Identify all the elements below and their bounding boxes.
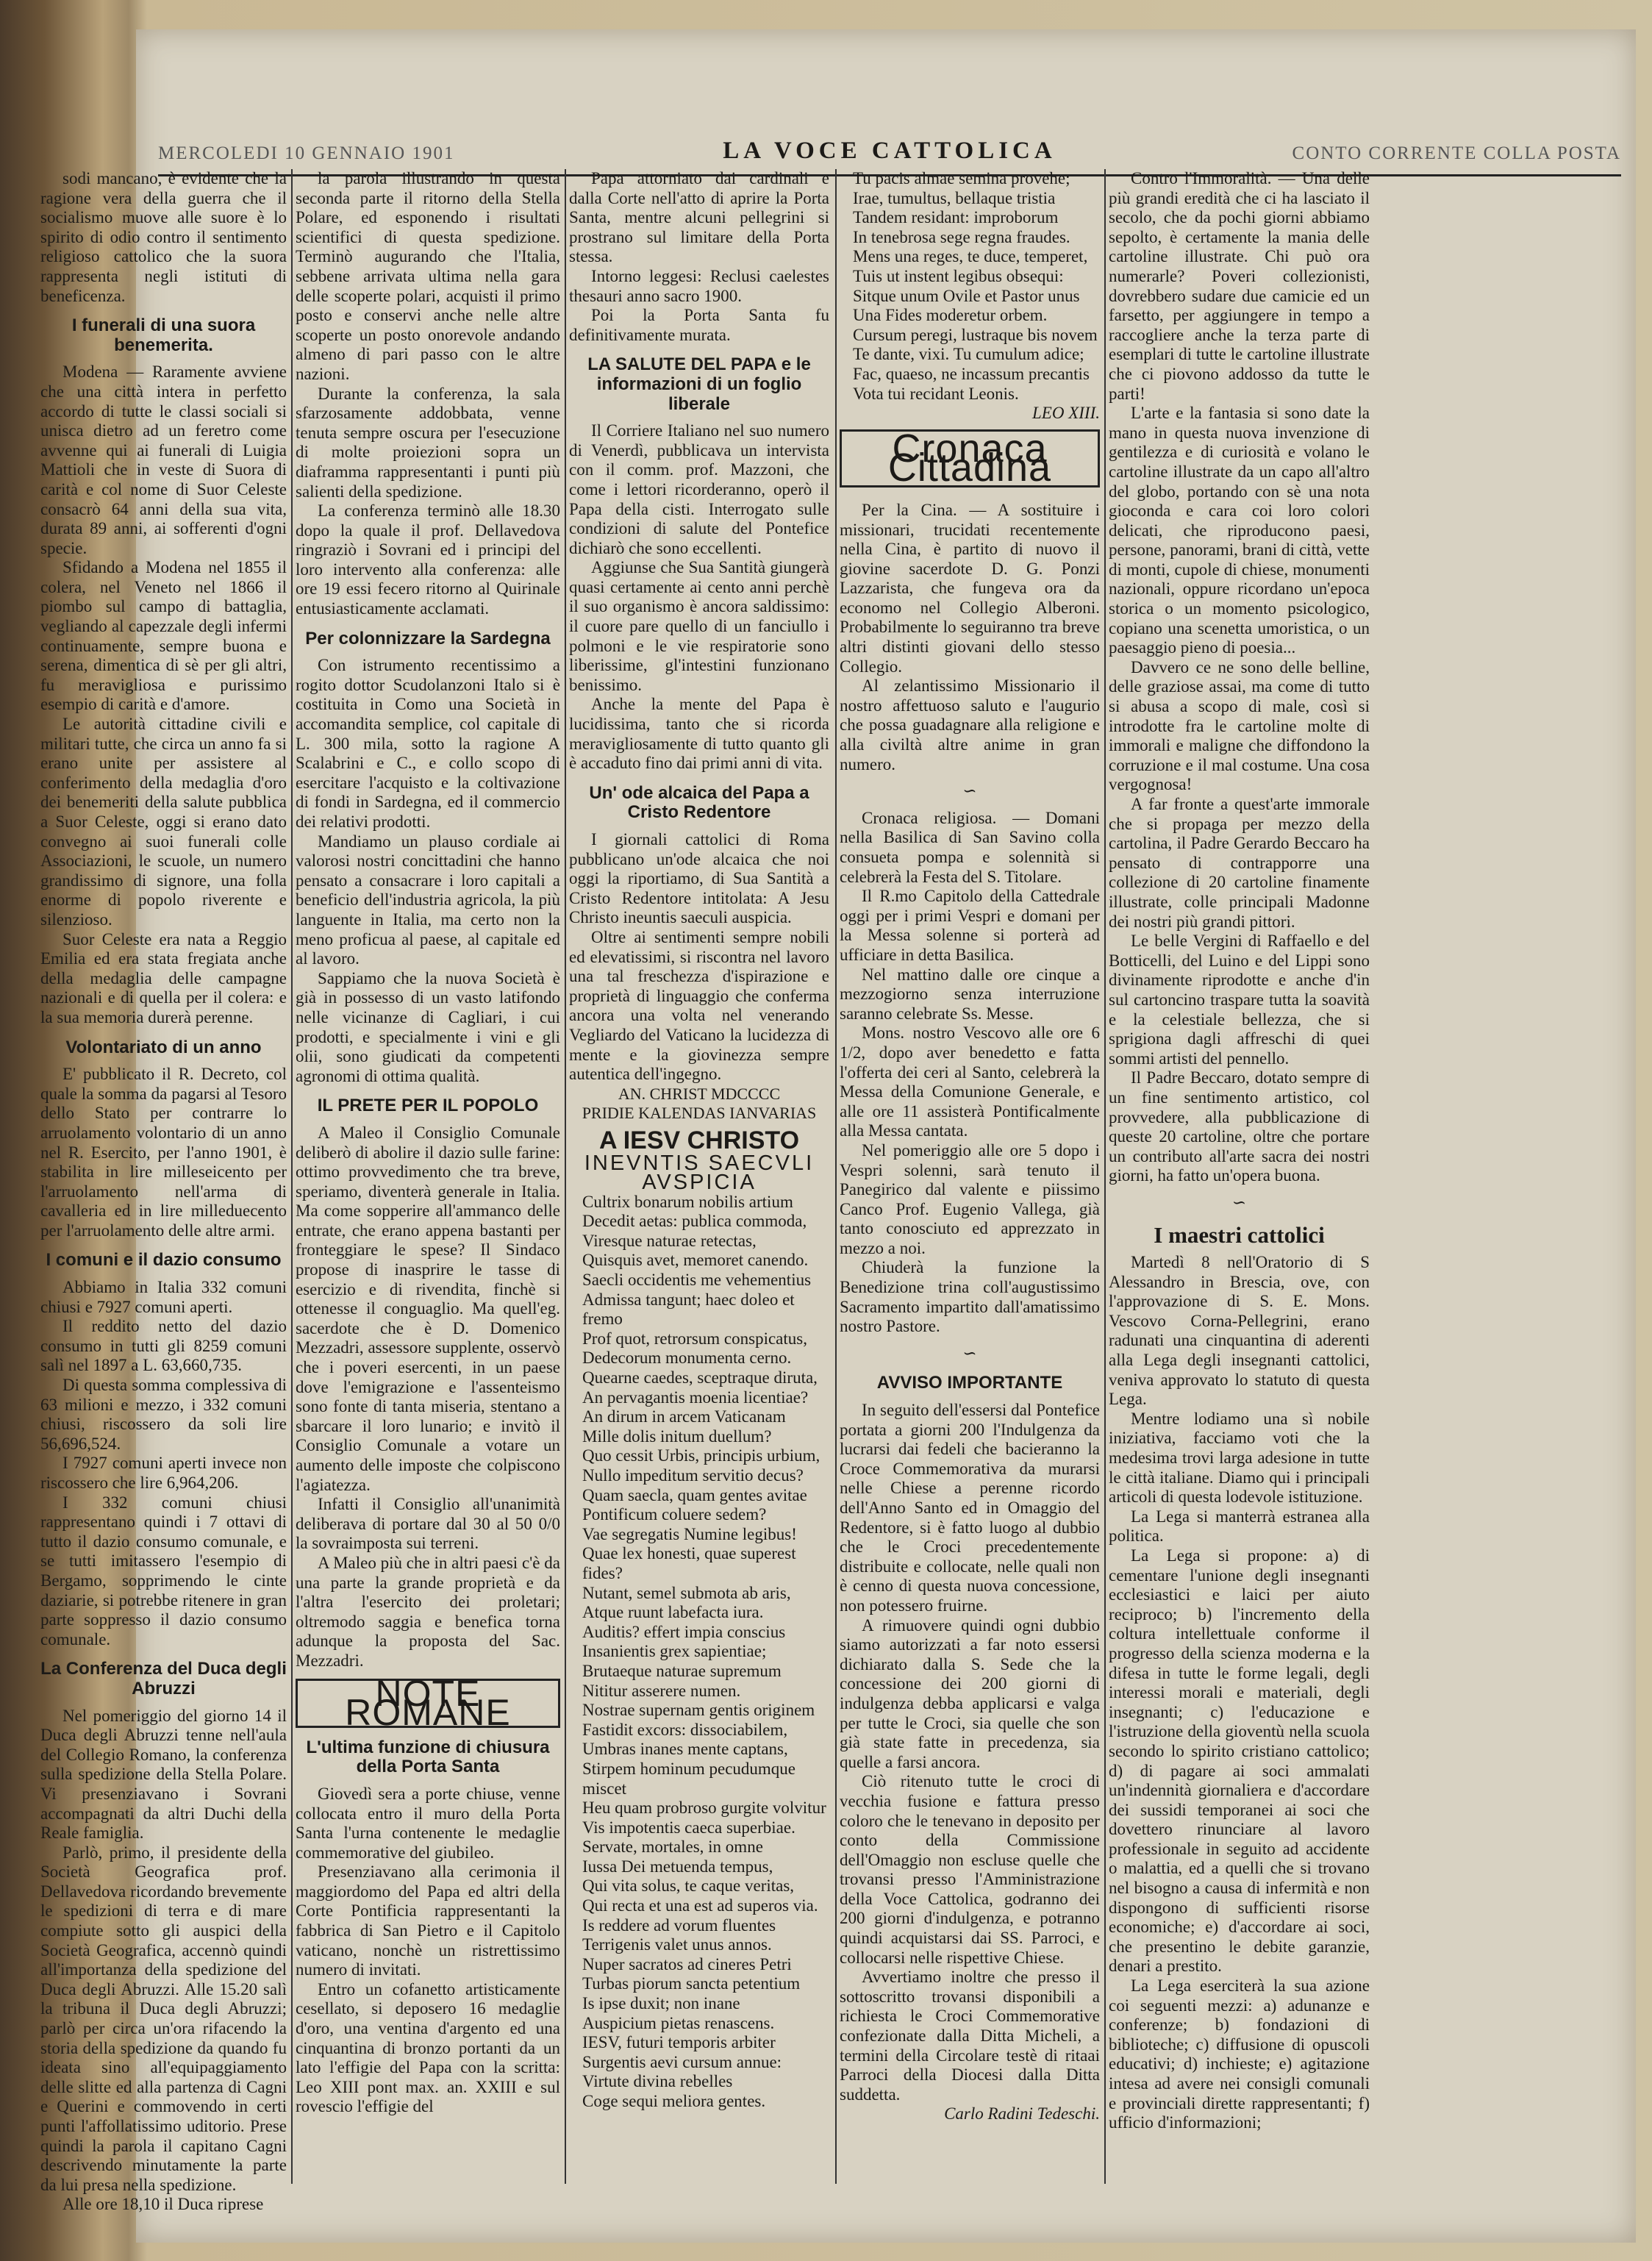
verse-line: Vota tui recidant Leonis. [853,384,1019,403]
masthead-right-note: CONTO CORRENTE COLLA POSTA [1292,143,1621,163]
section-heading: La Conferenza del Duca degli Abruzzi [40,1659,287,1699]
paragraph: Con istrumento recentissimo a rogito dottor Scudolanzoni Italo si è costituita in Como una Società in accomandita semplice, col capitale di L. 300 mila, sotto la ragione A Scalabrini e C., e collo scopo di esercitare l'acquisto e la coltivazione di fondi in Sardegna, ed il commercio dei relativi prodotti. [296,656,560,831]
paragraph: I 332 comuni chiusi rappresentano quindi i 7 ottavi di tutto il dazio consumo comunale, e se tutti imitassero l'esempio di Bergamo, sopprimendo le cinte daziarie, si potrebbe ritenere in gran parte soppresso il dazio consumo comunale. [40,1493,287,1649]
paragraph: Le autorità cittadine civili e militari tutte, che circa un anno fa si erano unite per assistere al conferimento della medaglia d'oro dei benemeriti della salute pubblica a Suor Celeste, oggi si erano dato convegno ai suoi funerali colle Associazioni, le scuole, un numero grandissimo di signore, una folla enorme di popolo riverente e silenzioso. [40,715,287,929]
verse-line: Virtute divina rebelles [582,2072,733,2091]
paragraph: Mons. nostro Vescovo alle ore 6 1/2, dopo aver benedetto e fatta l'offerta dei ceri al Santo, celebrerà la Messa della Comunione Generale, e alle ore 11 assisterà Pontificalmente alla Messa cantata. [840,1024,1100,1140]
verse-line: Quae lex honesti, quae superest fides? [582,1544,796,1582]
paragraph: Martedì 8 nell'Oratorio di S Alessandro in Brescia, ove, con l'approvazione di S. E. Mons. Vescovo Corna-Pellegrini, erano radunati una cinquantina di aderenti alla Lega degli insegnanti cattolici, veniva approvato lo statuto di questa Lega. [1109,1253,1370,1409]
paragraph: Ciò ritenuto tutte le croci di vecchia fusione e fattura presso coloro che le tenevano in deposito per conto della Commissione dell'Omaggio non escluse quelle che trovansi presso l'Amministrazione della Voce Cattolica, godranno dei 200 giorni d'indulgenza, e potranno quindi acquistarsi dai SS. Parroci, e collocarsi nelle rispettive Chiese. [840,1772,1100,1967]
paragraph: Per la Cina. — A sostituire i missionari, trucidati recentemente nella Cina, è partito di nuovo il giovine sacerdote D. G. Ponzi Lazzarista, che fungeva ora da economo nel Collegio Alberoni. Probabilmente lo seguiranno tra breve altri distinti giovani dello stesso Collegio. [840,500,1100,676]
verse-line: Atque ruunt labefacta iura. [582,1603,764,1622]
ode-subtitle: AVSPICIA [642,1171,757,1195]
paragraph: Al zelantissimo Missionario il nostro affettuoso saluto e l'augurio che possa guadagnare alla religione e alla civiltà altre anime in gran numero. [840,676,1100,774]
verse-line: Viresque naturae retectas, [582,1231,757,1250]
verse-line: Servate, mortales, in omne [582,1837,763,1857]
paragraph: A Maleo il Consiglio Comunale deliberò di abolire il dazio sulle farine: ottimo provvedimento che tra breve, speriamo, diventerà generale in Italia. Ma come sopperire all'ammanco delle entrate, che erano appena bastanti per fronteggiare le spese? Il Sindaco propose di inasprire le tasse di esercizio e di rivendita, finchè si ottenesse il conguaglio. Ma quell'eg. sacerdote che è D. Domenico Mezzadri, assessore supplente, osservò che i poveri esercenti, in un paese dove l'emigrazione e l'assenteismo sono fonte di tanta miseria, stentano a sbarcare il loro lunario; e invitò il Consiglio Comunale a votare un aumento delle imposte che colpiscono l'agiatezza. [296,1123,560,1494]
paragraph: Sappiamo che la nuova Società è già in possesso di un vasto latifondo nelle vicinanze di Cagliari, i cui prodotti, e specialmente i vini e gli olii, sono giudicati da competenti agronomi di ottima qualità. [296,968,560,1085]
paragraph: Il Padre Beccaro, dotato sempre di un fine sentimento artistico, col provvedere, alla pubblicazione di queste 20 cartoline, oltre che portare un contributo all'arte sacra dei nostri giorni, ha fatto un'opera buona. [1109,1068,1370,1185]
paragraph: E' pubblicato il R. Decreto, col quale la somma da pagarsi al Tesoro dello Stato per contrarre lo arruolamento volontario di un anno nel R. Esercito, per l'anno 1901, è stabilita in lire milleseicento per l'arruolamento nell'arma di cavalleria ed in lire milleduecento per l'arruolamento delle altre armi. [40,1065,287,1240]
verse-line: Te dante, vixi. Tu cumulum adice; [853,345,1084,364]
paragraph: Parlò, primo, il presidente della Società Geografica prof. Dellavedova ricordando brevemente le spedizioni di terra e di mare compiute sotto gli auspici della Società Geografica, accennò quindi all'importanza della spedizione del Duca degli Abruzzi. Alle 15.20 salì la tribuna il Duca degli Abruzzi; parlò per circa un'ora rifacendo la storia della spedizione da quando fu ideata sino all'equipaggiamento delle slitte ed alla partenza di Cagni e Querini e commovendo in certi punti l'affollatissimo uditorio. Prese quindi la parola il capitano Cagni descrivendo minutamente la parte da lui presa nella spedizione. [40,1843,287,2194]
paragraph: La Lega eserciterà la sua azione coi seguenti mezzi: a) adunanze e conferenze; b) fondazioni di biblioteche; c) diffusione di opuscoli educativi; d) inchieste; e) agitazione intesa ad avere nei consigli comunali e provinciali dirette rappresentanti; f) ufficio d'informazioni; [1109,1976,1370,2132]
verse-line: Qui vita solus, te caque veritas, [582,1876,795,1896]
paragraph: Avvertiamo inoltre che presso il sottoscritto trovansi disponibili a richiesta le Croci Commemorative confezionate dalla Ditta Micheli, a termini della Circolare testè di ritaai Parroci della Diocesi dalla Ditta suddetta. [840,1968,1100,2104]
paragraph: Il Corriere Italiano nel suo numero di Venerdì, pubblicava un intervista con il comm. prof. Mazzoni, che come i lettori ricorderanno, operò il Papa della cisti. Interrogato sulle condizioni di salute del Pontefice dichiarò che sono eccellenti. [569,421,829,557]
verse-line: Decedit aetas: publica commoda, [582,1212,807,1231]
verse-line: Auspicium pietas renascens. [582,2013,775,2032]
paragraph: sodi mancano, è evidente che la ragione vera della guerra che il socialismo muove alle suore è lo spirito di odio contro il sentimento religioso cattolico che la suora rappresenta negli istituti di beneficenza. [40,169,287,305]
verse-line: Tandem residant: improborum [853,208,1059,227]
verse-line: Brutaeque naturae supremum [582,1661,782,1680]
verse-line: Nullo impeditum servitio decus? [582,1466,804,1485]
paragraph: Mentre lodiamo una sì nobile iniziativa, facciamo voti che la medesima trovi larga adesione in tutte le città italiane. Diamo qui i principali articoli di questa lodevole istituzione. [1109,1409,1370,1507]
ornament: ∽ [962,1343,977,1362]
section-heading: Volontariato di un anno [65,1037,262,1057]
verse-line: Is ipse duxit; non inane [582,1994,740,2013]
ornament: ∽ [1231,1193,1247,1212]
ode-subtitle: INEVNTIS SAECVLI [584,1151,815,1175]
verse-line: Turbas piorum sancta petentium [582,1974,801,1993]
paragraph: Presenziavano alla cerimonia il maggiordomo del Papa ed altri della Corte Pontificia rappresentanti la fabbrica di San Pietro e il Capitolo vaticano, nonchè un ristrettissimo numero di invitati. [296,1862,560,1979]
paragraph: A rimuovere quindi ogni dubbio siamo autorizzati a far noto essersi dichiarato dalla S. Sede che la concessione dei 200 giorni di indulgenza debba applicarsi e valga per tutte le Croci, sia quelle che son già state fatte in precedenza, sia quelle a farsi ancora. [840,1615,1100,1771]
paragraph: Aggiunse che Sua Santità giungerà quasi certamente ai cento anni perchè il suo organismo è ancora saldissimo: il cuore pare quello di un fanciullo i polmoni e le vie respiratorie sono liberissime, gl'intestini funzionano benissimo. [569,558,829,694]
verse-line: Admissa tangunt; haec doleo et fremo [582,1290,795,1329]
verse-line: Quam saecla, quam gentes avitae [582,1485,807,1504]
paragraph: In seguito dell'essersi dal Pontefice portata a giorni 200 l'Indulgenza da lucrarsi dai fedeli che bacieranno la Croce Commemorativa da murarsi nelle Chiese a perenne ricordo dell'Anno Santo ed in Omaggio del Redentore, si è fatto luogo al dubbio che le Croci precedentemente distribuite e collocate, nelle quali non è cenno di questa nuova concessione, non potessero fruirne. [840,1401,1100,1615]
verse-line: Vae segregatis Numine legibus! [582,1524,797,1543]
paragraph: Di questa somma complessiva di 63 milioni e mezzo, i 332 comuni chiusi, riscossero da soli lire 56,696,524. [40,1376,287,1453]
column-4 [840,169,1100,2169]
paragraph: Sfidando a Modena nel 1855 il colera, nel Veneto nel 1866 il piombo sul campo di battaglia, vegliando al capezzale degli infermi continuamente, sempre buona e serena, dimentica di sè per gli altri, fu meravigliosa e purissimo esempio di carità e d'amore. [40,558,287,714]
paragraph: Chiuderà la funzione la Benedizione trina coll'augustissimo Sacramento impartito dall'amatissimo nostro Pastore. [840,1258,1100,1336]
section-heading: Un' ode alcaica del Papa a Cristo Redentore [589,782,809,823]
paragraph: Abbiamo in Italia 332 comuni chiusi e 7927 comuni aperti. [40,1278,287,1316]
paragraph: Il R.mo Capitolo della Cattedrale oggi per i primi Vespri e domani per la Messa solenne si porterà ad ufficiare in detta Basilica. [840,887,1100,964]
paragraph: Davvero ce ne sono delle belline, delle graziose assai, ma come di tutto si abusa a scopo di male, così si introdotte fra le cartoline molte di immorali e maligne che diffondono la corruzione e il mal costume. Una cosa vergognosa! [1109,657,1370,794]
masthead-title: LA VOCE CATTOLICA [723,137,1056,164]
paragraph: Suor Celeste era nata a Reggio Emilia ed era stata fregiata anche della medaglia delle campagne nazionali e di quella per il colera: e la sua memoria durerà perenne. [40,929,287,1026]
paragraph: A far fronte a quest'arte immorale che si propaga per mezzo della cartolina, il Padre Gerardo Beccaro ha pensato di contrapporre una collezione di 20 cartoline finamente illustrate, colle principali Madonne dei nostri più grandi pittori. [1109,795,1370,931]
verse-line: An pervagantis moenia licentiae? [582,1387,809,1407]
ode-title: A IESV CHRISTO [598,1126,800,1154]
paragraph: Anche la mente del Papa è lucidissima, tanto che si ricorda meravigliosamente di tutto quanto gli è accaduto fino dai primi anni di vita. [569,695,829,773]
verse-line: Tu pacis almae semina provehe; [853,169,1070,187]
column-5 [1109,169,1370,2169]
verse-line: In tenebrosa sege regna fraudes. [853,227,1070,246]
column-divider [291,169,293,2184]
paragraph: Giovedì sera a porte chiuse, venne collocata entro il muro della Porta Santa l'urna contenente le medaglie commemorative del giubileo. [296,1784,560,1862]
verse-line: Quearne caedes, sceptraque diruta, [582,1368,818,1387]
verse-line: Saecli occidentis me vehementius [582,1271,812,1290]
verse-line: Umbras inanes mente captans, [582,1740,788,1759]
paragraph: Il reddito netto del dazio consumo in tutti gli 8259 comuni salì nel 1897 a L. 63,660,735. [40,1317,287,1375]
verse-line: Iussa Dei metuenda tempus, [582,1857,773,1876]
verse-line: Prof quot, retrorsum conspicatus, [582,1329,807,1348]
section-heading: IL PRETE PER IL POPOLO [317,1096,539,1116]
column-2 [296,169,560,2169]
verse-line: Terrigenis valet unus annos. [582,1935,772,1954]
section-heading: I comuni e il dazio consumo [46,1250,282,1271]
verse-line: Mens una reges, te duce, temperet, [853,247,1088,266]
paragraph: L'arte e la fantasia si sono date la mano in questa nuova invenzione di gentilezza e di curiosità e volano le cartoline illustrate da un capo all'altro del globo, portando con sè una nota gioconda e cara coi loro colori delicati, che riproducono paesi, persone, panorami, brani di città, vette di monti, cupole di chiese, monumenti nazionali, oppure ricordano un'epoca storica o un momento psicologico, copiano una scenetta umoristica, o un paesaggio pieno di poesia... [1109,404,1370,657]
section-heading: L'ultima funzione di chiusura della Porta Santa [306,1737,550,1777]
section-heading: AVVISO IMPORTANTE [876,1373,1063,1393]
paragraph: Nel pomeriggio del giorno 14 il Duca degli Abruzzi tenne nell'aula del Collegio Romano, la conferenza sulla spedizione della Stella Polare. Vi presenziavano i Sovrani accompagnati da altri Duchi della Reale famiglia. [40,1706,287,1843]
paragraph: I giornali cattolici di Roma pubblicano un'ode alcaica che noi oggi la riportiamo, di Sua Santità a Cristo Redentore intitolata: A Jesu Christo ineuntis saeculi auspicia. [569,830,829,927]
paragraph: Papa attorniato dai cardinali e dalla Corte nell'atto di aprire la Porta Santa, mentre alcuni pellegrini si prostrano sul limitare della Porta stessa. [569,169,829,266]
verse-line: Vis impotentis caeca superbiae. [582,1818,795,1837]
paragraph: Contro l'Immoralità. — Una delle più grandi eredità che ci ha lasciato il secolo, che da pochi giorni abbiamo sepolto, è certamente la mania delle cartoline illustrate. Chi può ora numerarle? Poveri collezionisti, dovrebbero sudare due camicie ed un farsetto, per aggiungere in tempo a raccogliere anche la terza parte di esemplari di tutte le cartoline illustrate che ci piovono addosso da tutte le parti! [1109,169,1370,403]
verse-line: Cultrix bonarum nobilis artium [582,1192,793,1211]
section-heading: LA SALUTE DEL PAPA e le informazioni di un foglio liberale [587,354,811,414]
dateline: PRIDIE KALENDAS IANVARIAS [582,1104,817,1123]
column-divider [835,169,837,2184]
verse-line: Pontificum coluere sedem? [582,1505,767,1524]
verse-line: Stirpem hominum pecudumque miscet [582,1759,796,1798]
verse-line: Nutant, semel submota ab aris, [582,1583,791,1602]
paragraph: Entro un cofanetto artisticamente cesellato, si deposero 16 medaglie d'oro, una ventina d'argento ed una cinquantina di bronzo portanti da un lato l'effigie del Papa con la scritta: Leo XIII pont max. an. XXIII e sul rovescio l'effigie del [296,1979,560,2116]
signature: LEO XIII. [1032,404,1100,423]
verse-line: Heu quam probroso gurgite volvitur [582,1799,826,1818]
verse-line: Tuis ut instent legibus obsequi: [853,266,1064,285]
section-title: I maestri cattolici [1154,1222,1325,1249]
verse-line: Quisquis avet, memoret canendo. [582,1251,809,1270]
verse-line: Sitque unum Ovile et Pastor unus [853,286,1080,305]
column-3 [569,169,829,2169]
verse-line: Fac, quaeso, ne incassum precantis [853,364,1090,383]
paragraph: Nel mattino dalle ore cinque a mezzogiorno senza interruzione saranno celebrate Ss. Messe. [840,965,1100,1023]
verse-line: Nuper sacratos ad cineres Petri [582,1954,792,1974]
verse-line: Quo cessit Urbis, principis urbium, [582,1446,820,1465]
paragraph: I 7927 comuni aperti invece non riscossero che lire 6,964,206. [40,1454,287,1492]
verse-line: Nititur asserere numen. [582,1681,741,1700]
paragraph: Cronaca religiosa. — Domani nella Basilica di San Savino colla consueta pompa e solennità si celebrerà la Festa del S. Titolare. [840,808,1100,886]
cronaca-heading: Cronaca Cittadina [840,429,1100,487]
section-heading: Per colonnizzare la Sardegna [305,628,551,649]
signature: Carlo Radini Tedeschi. [944,2104,1100,2124]
masthead [158,121,1621,173]
verse-line: Coge sequi meliora gentes. [582,2092,766,2110]
verse-line: Dedecorum monumenta cerno. [582,1349,792,1368]
paragraph: Intorno leggesi: Reclusi caelestes thesauri anno sacro 1900. [569,266,829,305]
verse-line: Auditis? effert impia conscius [582,1622,786,1641]
paragraph: A Maleo più che in altri paesi c'è da una parte la grande proprietà e da l'altra l'esercito dei proletari; oltremodo saggia e benefica torna adunque la proposta del Sac. Mezzadri. [296,1553,560,1670]
paragraph: Nel pomeriggio alle ore 5 dopo i Vespri solenni, sarà tenuto il Panegirico dal valente e piissimo Canco Prof. Eugenio Vallega, già tanto conosciuto ed apprezzato in mezzo a noi. [840,1140,1100,1257]
column-divider [565,169,566,2184]
verse-line: Fastidit excors: dissociabilem, [582,1720,788,1739]
paragraph: Modena — Raramente avviene che una città intera in perfetto accordo di tutte le classi sociali si unisca dietro ad un feretro come avvenne qui ai funerali di Luigia Mattioli che in veste di Suora di carità e col nome di Suor Celeste consacrò 64 anni della sua vita, durata 89 anni, ai sofferenti d'ogni specie. [40,362,287,557]
boxed-heading: NOTE ROMANE [296,1679,560,1728]
column-divider [1104,169,1106,2184]
masthead-date: MERCOLEDI 10 GENNAIO 1901 [158,143,455,163]
verse-line: Nostrae supernam gentis originem [582,1701,815,1720]
paragraph: Oltre ai sentimenti sempre nobili ed elevatissimi, si riscontra nel lavoro una tal freschezza d'ispirazione e proprietà di linguaggio che conferma ancora una volta nel venerando Vegliardo del Vaticano la lucidezza di mente e la giovinezza sempre autentica dell'ingegno. [569,927,829,1084]
verse-line: Una Fides moderetur orbem. [853,306,1048,325]
paragraph: Mandiamo un plauso cordiale ai valorosi nostri concittadini che hanno pensato a consacrare i loro capitali a beneficio dell'industria agricola, la più languente in Italia, ma certo non la meno proficua al paese, al capitale ed al lavoro. [296,832,560,968]
verse-line: Insanientis grex sapientiae; [582,1642,767,1661]
column-1 [40,169,287,2214]
verse-line: An dirum in arcem Vaticanam [582,1407,786,1426]
ornament: ∽ [962,782,977,801]
verse-line: IESV, futuri temporis arbiter [582,2033,776,2052]
paragraph: La conferenza terminò alle 18.30 dopo la quale il prof. Dellavedova ringraziò i Sovrani ed i principi del loro intervento alla conferenza: alle ore 19 essi fecero ritorno al Quirinale entusiasticamente acclamati. [296,501,560,618]
paragraph: Poi la Porta Santa fu definitivamente murata. [569,306,829,344]
verse-line: Cursum peregi, lustraque bis novem [853,325,1098,344]
paragraph: Alle ore 18,10 il Duca riprese [62,2195,264,2214]
verse-line: Is reddere ad vorum fluentes [582,1915,776,1935]
paragraph: Infatti il Consiglio all'unanimità deliberava di portare dal 30 al 50 0/0 la sovraimposta sui terreni. [296,1495,560,1553]
paragraph: la parola illustrando in questa seconda parte il ritorno della Stella Polare, ed esponendo i risultati scientifici di questa spedizione. Terminò augurando che l'Italia, sebbene arrivata ultima nella gara delle scoperte polari, acquisti il primo posto e conservi anche nelle altre scoperte un posto onorevole andando almeno di pari passo con le altre nazioni. [296,169,560,383]
verse-line: Irae, tumultus, bellaque tristia [853,188,1056,207]
dateline: AN. CHRIST MDCCCC [618,1084,781,1103]
paragraph: Le belle Vergini di Raffaello e del Botticelli, del Luino e del Lippi sono divinamente riprodotte e anche d'in sul cartoncino traspare tutta la soavità e la celestiale bellezza, che si sprigiona dagli affreschi di quei sommi artisti del pennello. [1109,932,1370,1068]
verse-line: Surgentis aevi cursum annue: [582,2052,782,2071]
paragraph: La Lega si propone: a) di cementare l'unione degli insegnanti ecclesiastici e laici per aiuto reciproco; b) l'incremento della coltura intellettuale conforme il progresso della scienza moderna e la difesa in tutte le forme legali, degli interessi morali e materiali, degli insegnanti; c) l'educazione e l'istruzione della gioventù nella scuola secondo lo spirito cristiano cattolico; d) di pagare ai soci ammalati un'indennità giornaliera e d'accordare dei sussidi temporanei ai soci che dovettero rinunciare al lavoro professionale in seguito ad accidente o malattia, ed a quelli che si trovano nel bisogno a causa di infermità e non dispongono di sufficienti risorse economiche; e) d'accordare ai soci, che presentino le debite garanzie, denari a prestito. [1109,1546,1370,1976]
verse-line: Mille dolis initum duellum? [582,1426,772,1446]
paragraph: Durante la conferenza, la sala sfarzosamente addobbata, venne tenuta sempre oscura per l'esecuzione di molte proiezioni sopra un diaframma rappresentanti i punti più salienti della spedizione. [296,384,560,501]
paragraph: La Lega si manterrà estranea alla politica. [1109,1507,1370,1546]
section-heading: I funerali di una suora benemerita. [71,315,256,355]
verse-line: Qui recta et una est ad superos via. [582,1896,818,1915]
